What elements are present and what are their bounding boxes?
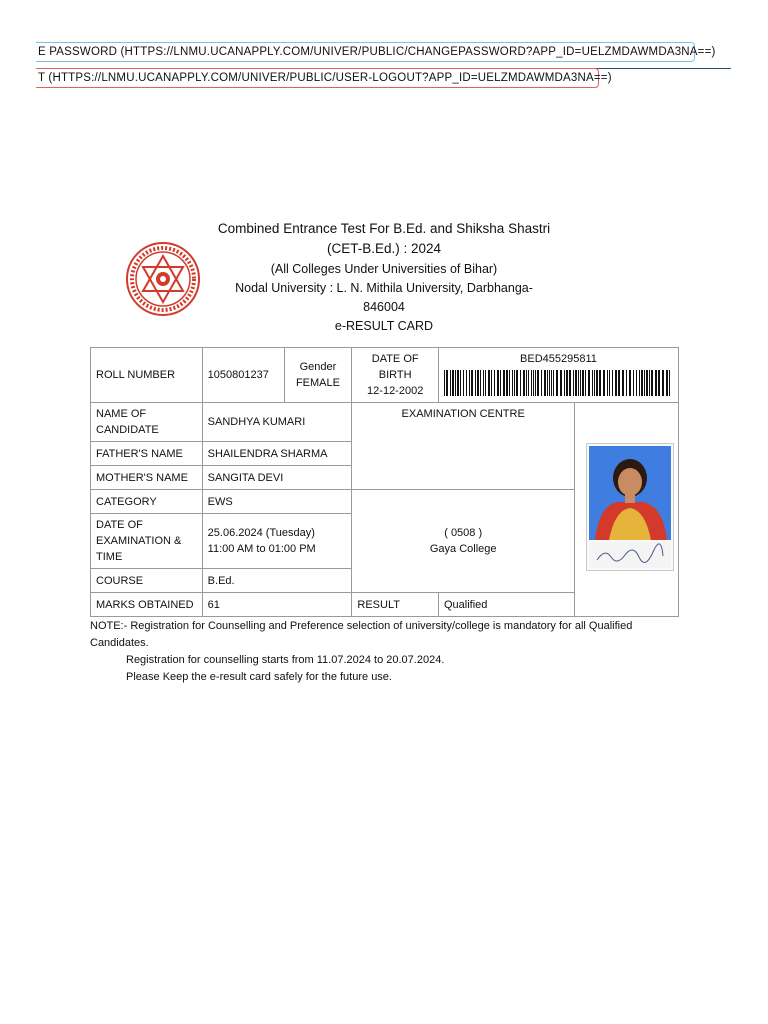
barcode-bar xyxy=(531,370,532,396)
barcode-image xyxy=(444,370,672,396)
gender-label: Gender xyxy=(299,361,337,373)
exam-subtitle-line3: (All Colleges Under Universities of Bihar) xyxy=(270,262,498,276)
roll-number-value: 1050801237 xyxy=(202,348,284,403)
marks-value: 61 xyxy=(202,593,352,617)
barcode-bar xyxy=(573,370,574,396)
barcode-bar xyxy=(549,370,550,396)
barcode-bar xyxy=(594,370,595,396)
barcode-bar xyxy=(523,370,525,396)
barcode-bar xyxy=(509,370,510,396)
barcode-bar xyxy=(526,370,527,396)
exam-centre-code: ( 0508 ) xyxy=(444,527,483,539)
barcode-bar xyxy=(535,370,536,396)
barcode-bar xyxy=(655,370,657,396)
barcode-bar xyxy=(592,370,593,396)
barcode-bar xyxy=(639,370,640,396)
barcode-bar xyxy=(578,370,579,396)
barcode-bar xyxy=(633,370,634,396)
barcode-bar xyxy=(564,370,565,396)
barcode-bar xyxy=(520,370,521,396)
barcode-bar xyxy=(596,370,598,396)
barcode-bar xyxy=(580,370,581,396)
barcode-bar xyxy=(629,370,631,396)
barcode-bar xyxy=(575,370,577,396)
exam-date-cell xyxy=(202,514,352,569)
marks-label: MARKS OBTAINED xyxy=(91,593,203,617)
barcode-bar xyxy=(450,370,451,396)
barcode-bar xyxy=(446,370,448,396)
barcode-bar xyxy=(485,370,486,396)
dob-label: DATE OF BIRTH xyxy=(371,353,419,381)
result-label: RESULT xyxy=(352,593,439,617)
nodal-university: Nodal University : L. N. Mithila University, Darbhanga- xyxy=(235,281,533,295)
barcode-bar xyxy=(649,370,650,396)
candidate-photo xyxy=(586,443,674,571)
barcode-bar xyxy=(528,370,529,396)
barcode-bar xyxy=(533,370,534,396)
barcode-bar xyxy=(612,370,613,396)
barcode-bar xyxy=(452,370,454,396)
barcode-bar xyxy=(491,370,492,396)
barcode-cell xyxy=(438,348,678,403)
roll-number-label: ROLL NUMBER xyxy=(91,348,203,403)
exam-subtitle xyxy=(200,260,568,336)
barcode-bar xyxy=(547,370,548,396)
barcode-bar xyxy=(477,370,479,396)
barcode-bar xyxy=(514,370,515,396)
barcode-bar xyxy=(560,370,562,396)
barcode-bar xyxy=(444,370,445,396)
barcode-bar xyxy=(556,370,558,396)
barcode-bar xyxy=(503,370,505,396)
barcode-bar xyxy=(636,370,637,396)
barcode-bar xyxy=(480,370,481,396)
barcode-bar xyxy=(662,370,664,396)
barcode-bar xyxy=(618,370,620,396)
barcode-bar xyxy=(541,370,542,396)
barcode-bar xyxy=(566,370,568,396)
note-line-3: Please Keep the e-result card safely for the future use. xyxy=(126,671,392,683)
notes-section xyxy=(90,618,680,686)
barcode-bar xyxy=(582,370,584,396)
gender-cell xyxy=(284,348,352,403)
nodal-pincode: 846004 xyxy=(363,300,405,314)
candidate-name-label: NAME OF CANDIDATE xyxy=(91,403,203,442)
result-value: Qualified xyxy=(438,593,574,617)
barcode-bar xyxy=(622,370,624,396)
barcode-bar xyxy=(569,370,571,396)
barcode-bar xyxy=(537,370,539,396)
barcode-bar xyxy=(475,370,476,396)
note-line-1: NOTE:- Registration for Counselling and Preference selection of university/college is mandatory for all Qualified Candidates. xyxy=(90,620,633,649)
barcode-bar xyxy=(666,370,668,396)
barcode-bar xyxy=(588,370,590,396)
exam-date-label: DATE OF EXAMINATION & TIME xyxy=(91,514,203,569)
barcode-bar xyxy=(463,370,464,396)
course-value: B.Ed. xyxy=(202,569,352,593)
barcode-bar xyxy=(483,370,484,396)
mother-name-value: SANGITA DEVI xyxy=(202,466,352,490)
barcode-bar xyxy=(646,370,648,396)
barcode-bar xyxy=(512,370,513,396)
mother-name-label: MOTHER'S NAME xyxy=(91,466,203,490)
barcode-bar xyxy=(551,370,552,396)
barcode-bar xyxy=(506,370,508,396)
barcode-bar xyxy=(455,370,456,396)
barcode-bar xyxy=(516,370,518,396)
barcode-bar xyxy=(494,370,495,396)
barcode-bar xyxy=(457,370,459,396)
dob-value: 12-12-2002 xyxy=(367,385,424,397)
exam-centre-header: EXAMINATION CENTRE xyxy=(352,403,575,490)
barcode-bar xyxy=(644,370,645,396)
exam-centre-cell xyxy=(352,490,575,593)
barcode-bar xyxy=(599,370,601,396)
barcode-bar xyxy=(603,370,605,396)
barcode-bar xyxy=(544,370,546,396)
barcode-bar xyxy=(626,370,627,396)
barcode-bar xyxy=(669,370,670,396)
barcode-bar xyxy=(553,370,554,396)
exam-title xyxy=(200,219,568,259)
father-name-label: FATHER'S NAME xyxy=(91,442,203,466)
barcode-bar xyxy=(607,370,608,396)
exam-time-value: 11:00 AM to 01:00 PM xyxy=(207,543,316,555)
barcode-bar xyxy=(460,370,461,396)
note-line-2: Registration for counselling starts from 11.07.2024 to 20.07.2024. xyxy=(126,654,445,666)
father-name-value: SHAILENDRA SHARMA xyxy=(202,442,352,466)
barcode-bar xyxy=(641,370,643,396)
barcode-bar xyxy=(658,370,660,396)
candidate-photo-image xyxy=(587,444,673,570)
barcode-bar xyxy=(469,370,470,396)
exam-centre-name: Gaya College xyxy=(429,543,497,555)
dob-cell xyxy=(352,348,439,403)
barcode-bar xyxy=(500,370,501,396)
barcode-bar xyxy=(488,370,490,396)
exam-date-value: 25.06.2024 (Tuesday) xyxy=(207,527,315,539)
barcode-bar xyxy=(615,370,617,396)
barcode-bar xyxy=(471,370,473,396)
change-password-link[interactable]: E PASSWORD (HTTPS://LNMU.UCANAPPLY.COM/UNIVER/PUBLIC/CHANGEPASSWORD?APP_ID=UELZMDAWMDA3NA==) xyxy=(36,42,695,62)
barcode-bar xyxy=(609,370,610,396)
barcode-bar xyxy=(497,370,499,396)
barcode-bar xyxy=(585,370,586,396)
category-label: CATEGORY xyxy=(91,490,203,514)
gender-value: FEMALE xyxy=(295,377,340,389)
exam-title-line2: (CET-B.Ed.) : 2024 xyxy=(326,241,442,256)
logout-link[interactable]: T (HTTPS://LNMU.UCANAPPLY.COM/UNIVER/PUBLIC/USER-LOGOUT?APP_ID=UELZMDAWMDA3NA==) xyxy=(36,68,599,88)
exam-title-line1: Combined Entrance Test For B.Ed. and Shiksha Shastri xyxy=(217,221,551,236)
barcode-bar xyxy=(466,370,467,396)
university-logo xyxy=(125,241,201,317)
candidate-name-value: SANDHYA KUMARI xyxy=(202,403,352,442)
barcode-number: BED455295811 xyxy=(520,353,597,365)
category-value: EWS xyxy=(202,490,352,514)
result-card-title: e-RESULT CARD xyxy=(334,319,434,333)
course-label: COURSE xyxy=(91,569,203,593)
barcode-bar xyxy=(651,370,653,396)
